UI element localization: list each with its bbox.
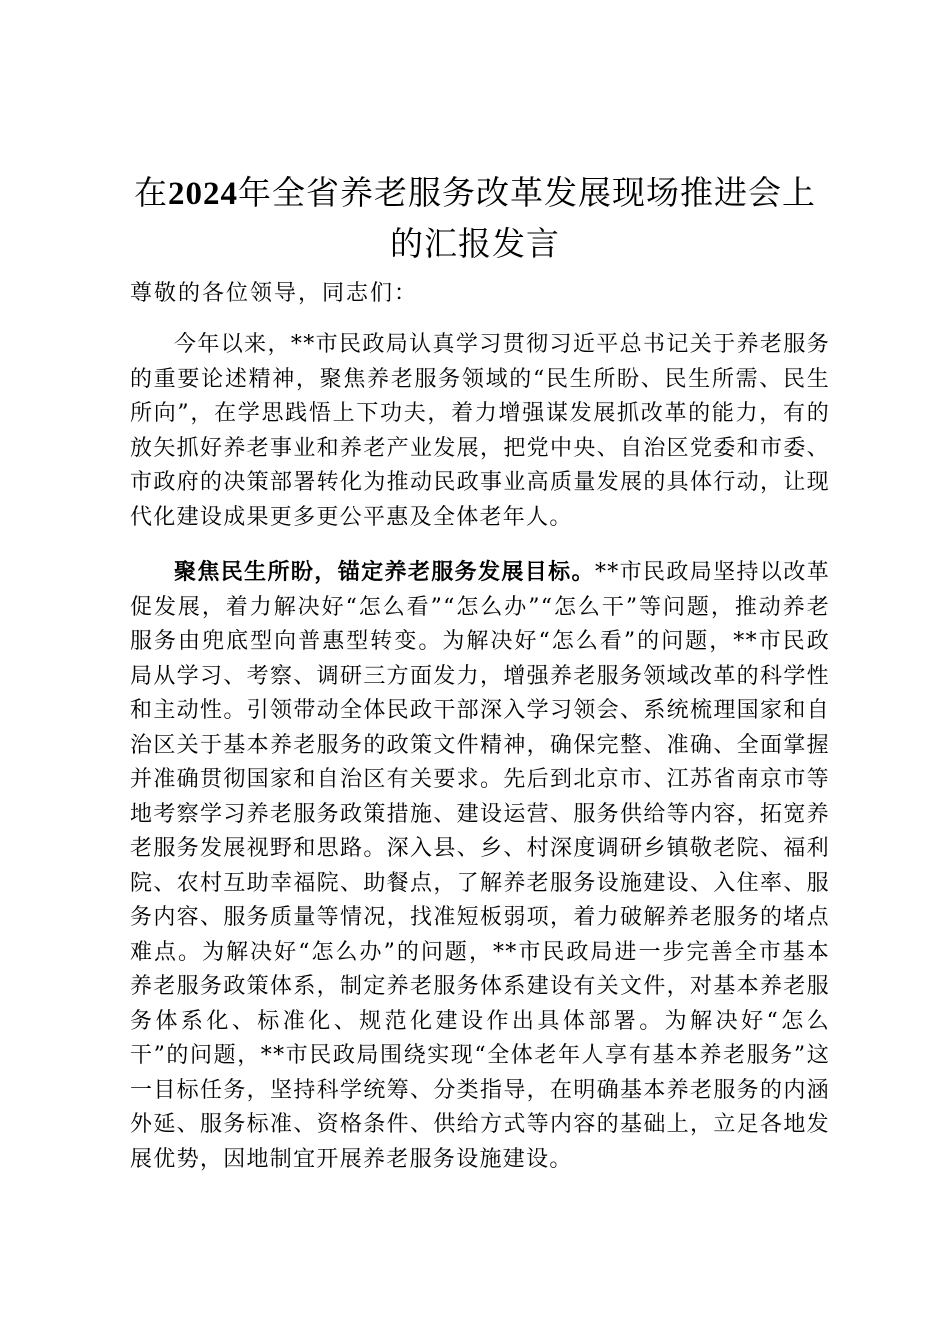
paragraph-section-1 — [130, 555, 830, 1177]
title-prefix: 在 — [134, 173, 168, 212]
title-year: 2024 — [168, 176, 238, 212]
document-title — [120, 168, 830, 268]
title-rest: 年全省养老服务改革发展现场推进会上的汇报发言 — [238, 173, 816, 263]
section-heading: 聚焦民生所盼，锚定养老服务发展目标。 — [174, 559, 595, 585]
paragraph-intro: 今年以来，**市民政局认真学习贯彻习近平总书记关于养老服务的重要论述精神，聚焦养老服务领域的“民生所盼、民生所需、民生所向”，在学思践悟上下功夫，着力增强谋发展抓改革的能力，有的放矢抓好养老事业和养老产业发展，把党中央、自治区党委和市委、市政府的决策部署转化为推动民政事业高质量发展的具体行动，让现代化建设成果更多更公平惠及全体老年人。 — [130, 332, 830, 530]
section-body: **市民政局坚持以改革促发展，着力解决好“怎么看”“怎么办”“怎么干”等问题，推动养老服务由兜底型向普惠型转变。为解决好“怎么看”的问题，**市民政局从学习、考察、调研三方面发力，增强养老服务领域改革的科学性和主动性。引领带动全体民政干部深入学习领会、系统梳理国家和自治区关于基本养老服务的政策文件精神，确保完整、准确、全面掌握并准确贯彻国家和自治区有关要求。先后到北京市、江苏省南京市等地考察学习养老服务政策措施、建设运营、服务供给等内容，拓宽养老服务发展视野和思路。深入县、乡、村深度调研乡镇敬老院、福利院、农村互助幸福院、助餐点，了解养老服务设施建设、入住率、服务内容、服务质量等情况，找准短板弱项，着力破解养老服务的堵点难点。为解决好“怎么办”的问题，**市民政局进一步完善全市基本养老服务政策体系，制定养老服务体系建设有关文件，对基本养老服务体系化、标准化、规范化建设作出具体部署。为解决好“怎么干”的问题，**市民政局围绕实现“全体老年人享有基本养老服务”这一目标任务，坚持科学统筹、分类指导，在明确基本养老服务的内涵外延、服务标准、资格条件、供给方式等内容的基础上，立足各地发展优势，因地制宜开展养老服务设施建设。 — [130, 560, 830, 1172]
salutation: 尊敬的各位领导，同志们： — [130, 281, 419, 306]
